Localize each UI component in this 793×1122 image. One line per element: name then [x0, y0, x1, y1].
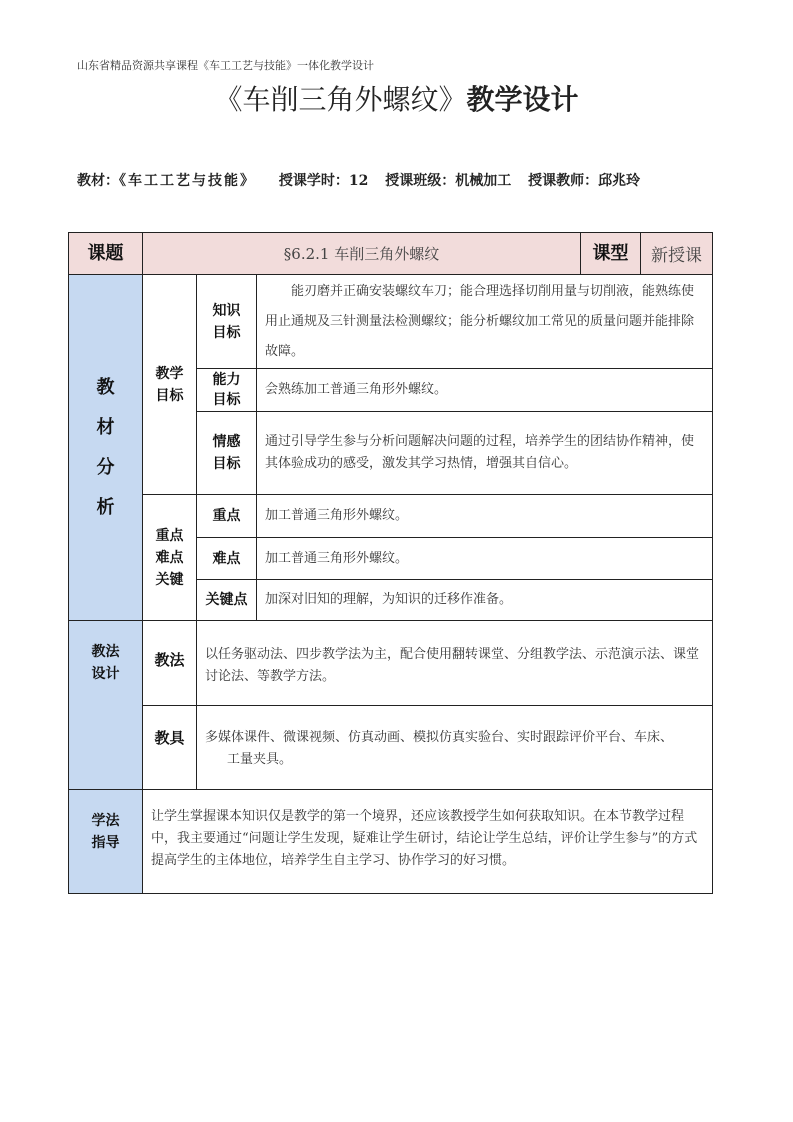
method-design-label: 教法设计	[68, 620, 143, 790]
hours-value: 12	[348, 173, 369, 189]
analysis-label: 教材分析	[68, 274, 143, 621]
title-suffix: 教学设计	[466, 83, 579, 116]
study-guidance-label: 学法指导	[68, 789, 143, 894]
tools-text	[196, 705, 713, 790]
knowledge-text: 能刃磨并正确安装螺纹车刀；能合理选择切削用量与切削液，能熟练使用止通规及三针测量法检测螺纹；能分析螺纹加工常见的质量问题并能排除故障。	[256, 274, 713, 369]
goals-label: 教学目标	[142, 274, 197, 495]
study-guidance-text: 让学生掌握课本知识仅是教学的第一个境界，还应该教授学生如何获取知识。在本节教学过程中，我主要通过“问题让学生发现，疑难让学生研讨，结论让学生总结，评价让学生参与”的方式提高学生的主体地位，培养学生自主学习、协作学习的好习惯。	[142, 789, 713, 894]
hours-label: 授课学时：	[278, 173, 349, 189]
topic-value: §6.2.1 车削三角外螺纹	[142, 232, 581, 275]
key-point-text: 加深对旧知的理解，为知识的迁移作准备。	[256, 579, 713, 621]
ability-label: 能力目标	[196, 368, 257, 412]
method-label: 教法	[142, 620, 197, 706]
ability-text: 会熟练加工普通三角形外螺纹。	[256, 368, 713, 412]
title-course: 《车削三角外螺纹》	[214, 83, 467, 116]
method-text: 以任务驱动法、四步教学法为主，配合使用翻转课堂、分组教学法、示范演示法、课堂讨论法、等教学方法。	[196, 620, 713, 706]
key-point-label: 关键点	[196, 579, 257, 621]
textbook-value: 《车工工艺与技能》	[119, 173, 256, 189]
tools-text-line-1: 多媒体课件、微课视频、仿真动画、模拟仿真实验台、实时跟踪评价平台、车床、	[205, 730, 674, 745]
header-note: 山东省精品资源共享课程《车工工艺与技能》一体化教学设计	[77, 59, 374, 72]
class-value: 机械加工	[455, 173, 512, 189]
course-info	[77, 170, 640, 190]
page-title	[0, 78, 793, 118]
difficulty-text: 加工普通三角形外螺纹。	[256, 537, 713, 580]
type-value: 新授课	[640, 232, 713, 275]
focus-label: 重点	[196, 494, 257, 538]
tools-text-line-2: 工量夹具。	[227, 752, 293, 767]
teacher-value: 邱兆玲	[598, 173, 641, 189]
tools-label: 教具	[142, 705, 197, 790]
class-label: 授课班级：	[385, 173, 456, 189]
focus-text: 加工普通三角形外螺纹。	[256, 494, 713, 538]
teacher-label: 授课教师：	[528, 173, 599, 189]
knowledge-label: 知识目标	[196, 274, 257, 369]
difficulty-label: 难点	[196, 537, 257, 580]
emotion-text: 通过引导学生参与分析问题解决问题的过程，培养学生的团结协作精神，使其体验成功的感受，激发其学习热情，增强其自信心。	[256, 411, 713, 495]
type-label: 课型	[580, 232, 641, 275]
keys-label: 重点难点关键	[142, 494, 197, 621]
textbook-label: 教材：	[77, 173, 119, 189]
topic-label: 课题	[68, 232, 143, 275]
emotion-label: 情感目标	[196, 411, 257, 495]
